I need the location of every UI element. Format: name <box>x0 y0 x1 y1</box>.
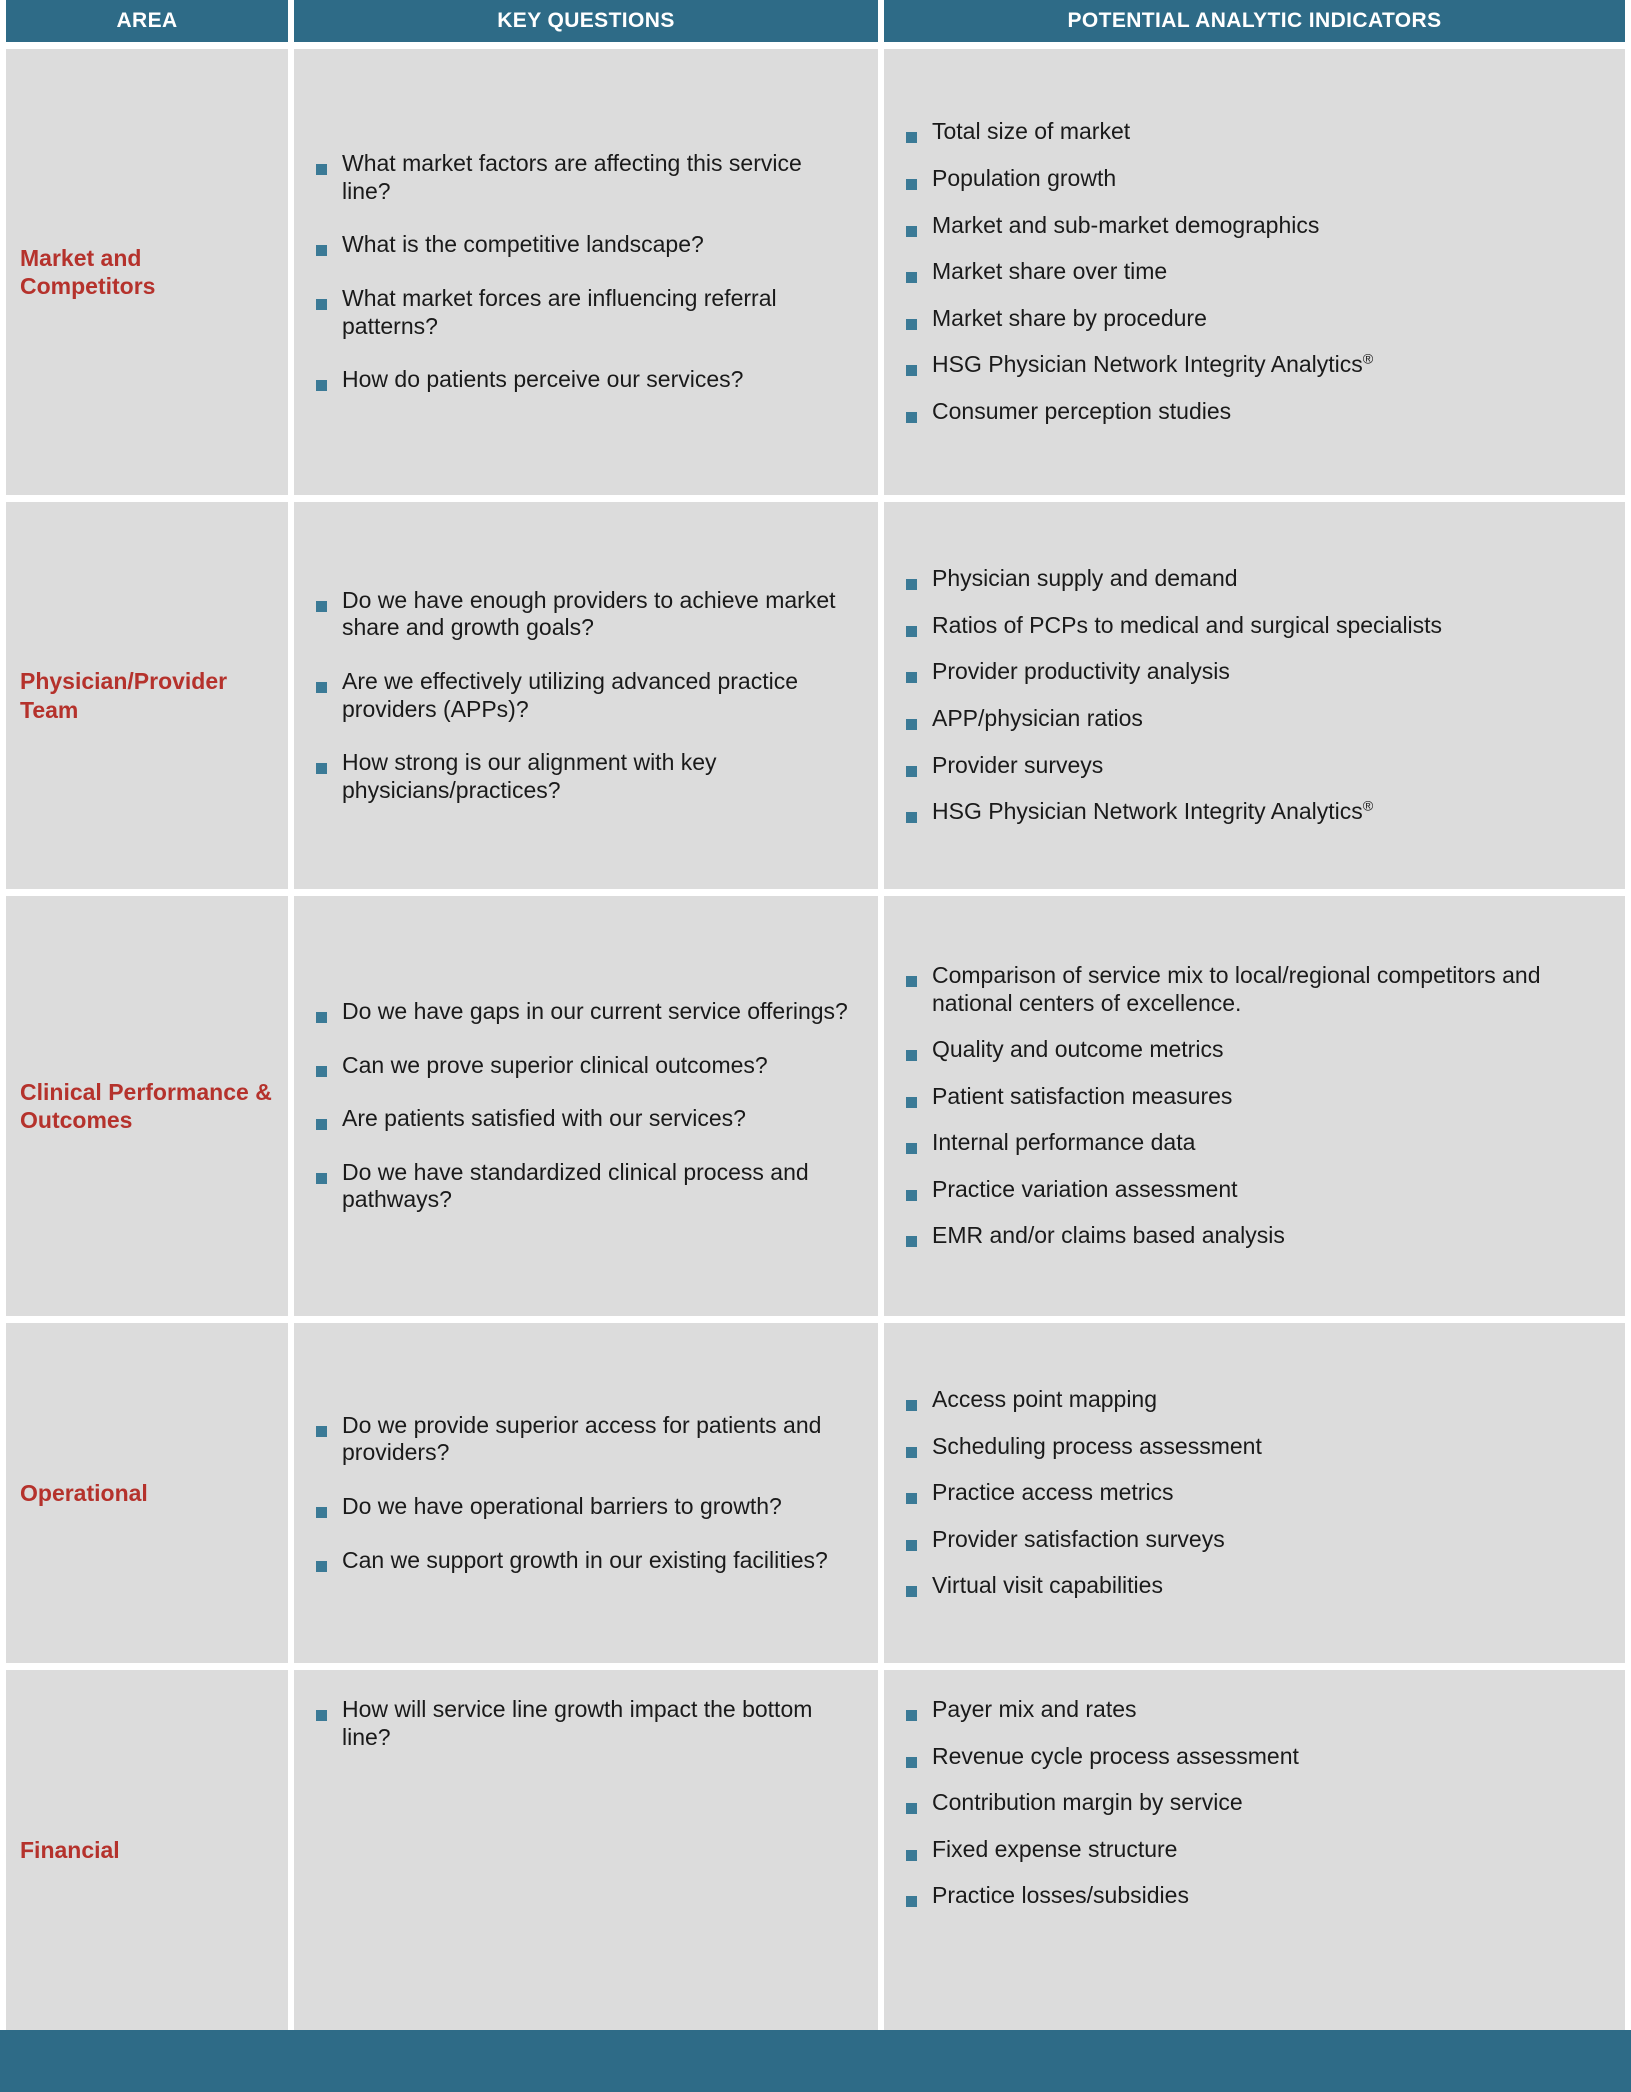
list-item-label: What is the competitive landscape? <box>342 231 704 258</box>
square-bullet-icon <box>316 1426 327 1437</box>
list-item <box>316 1105 856 1133</box>
list-item <box>906 1433 1607 1461</box>
list-item <box>316 285 856 340</box>
square-bullet-icon <box>906 1710 917 1721</box>
square-bullet-icon <box>316 1012 327 1023</box>
square-bullet-icon <box>316 1066 327 1077</box>
square-bullet-icon <box>316 245 327 256</box>
key-questions-cell <box>294 1323 878 1663</box>
list-item-label: HSG Physician Network Integrity Analytics® <box>932 351 1374 378</box>
column-header-area: AREA <box>6 0 288 42</box>
area-label: Market and Competitors <box>20 244 156 299</box>
list-item <box>316 1696 856 1751</box>
list-item-label: Are patients satisfied with our services? <box>342 1105 746 1132</box>
square-bullet-icon <box>906 272 917 283</box>
square-bullet-icon <box>906 766 917 777</box>
square-bullet-icon <box>316 1561 327 1572</box>
list-item <box>316 231 856 259</box>
key-questions-list <box>316 998 856 1214</box>
square-bullet-icon <box>906 226 917 237</box>
square-bullet-icon <box>906 1757 917 1768</box>
square-bullet-icon <box>906 1236 917 1247</box>
indicators-list <box>906 1386 1607 1600</box>
list-item-label: Market share by procedure <box>932 304 1207 331</box>
square-bullet-icon <box>906 812 917 823</box>
list-item-label: Provider productivity analysis <box>932 658 1230 685</box>
table-row <box>6 896 1625 1316</box>
list-item <box>906 1789 1607 1817</box>
list-item <box>906 165 1607 193</box>
footer-accent-bar <box>0 2030 1631 2092</box>
area-label: Physician/Provider Team <box>20 668 228 723</box>
square-bullet-icon <box>906 719 917 730</box>
list-item <box>906 1696 1607 1724</box>
list-item-label: EMR and/or claims based analysis <box>932 1222 1285 1249</box>
list-item-label: Scheduling process assessment <box>932 1432 1262 1459</box>
list-item-label: Total size of market <box>932 118 1131 145</box>
list-item <box>906 1882 1607 1910</box>
square-bullet-icon <box>906 1896 917 1907</box>
list-item <box>906 1129 1607 1157</box>
square-bullet-icon <box>906 1050 917 1061</box>
table-row <box>6 502 1625 889</box>
list-item-label: Practice access metrics <box>932 1479 1174 1506</box>
list-item-label: Access point mapping <box>932 1386 1158 1413</box>
indicators-cell <box>884 49 1625 495</box>
list-item-label: Do we have standardized clinical process and pathways? <box>342 1158 809 1213</box>
indicators-list <box>906 565 1607 826</box>
list-item <box>906 798 1607 826</box>
square-bullet-icon <box>906 1143 917 1154</box>
list-item <box>316 1052 856 1080</box>
list-item-label: Practice losses/subsidies <box>932 1882 1189 1909</box>
square-bullet-icon <box>316 1507 327 1518</box>
area-cell <box>6 49 288 495</box>
square-bullet-icon <box>906 1400 917 1411</box>
list-item <box>906 1526 1607 1554</box>
list-item-label: Quality and outcome metrics <box>932 1036 1224 1063</box>
square-bullet-icon <box>316 1710 327 1721</box>
list-item <box>906 1479 1607 1507</box>
area-label: Operational <box>20 1479 148 1506</box>
list-item-label: Fixed expense structure <box>932 1835 1178 1862</box>
list-item-label: Can we support growth in our existing facilities? <box>342 1546 828 1573</box>
square-bullet-icon <box>906 412 917 423</box>
list-item-label: Market and sub-market demographics <box>932 211 1320 238</box>
list-item <box>906 705 1607 733</box>
list-item-label: Can we prove superior clinical outcomes? <box>342 1051 768 1078</box>
area-label: Clinical Performance & Outcomes <box>20 1078 272 1133</box>
list-item-label: Provider satisfaction surveys <box>932 1525 1225 1552</box>
square-bullet-icon <box>316 164 327 175</box>
indicators-cell <box>884 896 1625 1316</box>
list-item <box>906 398 1607 426</box>
list-item-label: HSG Physician Network Integrity Analytics® <box>932 798 1374 825</box>
column-header-key-questions: KEY QUESTIONS <box>294 0 878 42</box>
list-item-label: Revenue cycle process assessment <box>932 1742 1299 1769</box>
list-item <box>906 612 1607 640</box>
square-bullet-icon <box>906 365 917 376</box>
list-item-label: Population growth <box>932 165 1117 192</box>
list-item-label: Patient satisfaction measures <box>932 1082 1233 1109</box>
square-bullet-icon <box>906 1586 917 1597</box>
list-item-label: Comparison of service mix to local/regional competitors and national centers of excellence. <box>932 961 1541 1016</box>
key-questions-list <box>316 1696 856 1751</box>
square-bullet-icon <box>906 1190 917 1201</box>
list-item <box>316 749 856 804</box>
indicators-cell <box>884 502 1625 889</box>
square-bullet-icon <box>316 380 327 391</box>
list-item-label: APP/physician ratios <box>932 705 1143 731</box>
list-item <box>316 1159 856 1214</box>
list-item <box>906 1836 1607 1864</box>
list-item <box>906 1572 1607 1600</box>
indicators-cell <box>884 1670 1625 2030</box>
square-bullet-icon <box>906 1447 917 1458</box>
list-item-label: Contribution margin by service <box>932 1789 1243 1816</box>
square-bullet-icon <box>906 179 917 190</box>
list-item <box>316 150 856 205</box>
list-item <box>906 1083 1607 1111</box>
key-questions-list <box>316 1412 856 1574</box>
list-item <box>316 1547 856 1575</box>
indicators-list <box>906 118 1607 425</box>
list-item-label: Do we have operational barriers to growth? <box>342 1493 782 1519</box>
square-bullet-icon <box>906 579 917 590</box>
list-item <box>906 258 1607 286</box>
key-questions-cell <box>294 896 878 1316</box>
list-item-label: Market share over time <box>932 258 1168 285</box>
square-bullet-icon <box>316 682 327 693</box>
list-item <box>906 118 1607 146</box>
square-bullet-icon <box>906 132 917 143</box>
area-cell <box>6 502 288 889</box>
square-bullet-icon <box>906 319 917 330</box>
list-item-label: Do we have enough providers to achieve market share and growth goals? <box>342 586 836 641</box>
square-bullet-icon <box>316 763 327 774</box>
square-bullet-icon <box>906 672 917 683</box>
list-item <box>906 752 1607 780</box>
list-item-label: Practice variation assessment <box>932 1175 1238 1202</box>
table-row <box>6 49 1625 495</box>
area-cell <box>6 1670 288 2030</box>
list-item <box>906 305 1607 333</box>
area-label: Financial <box>20 1836 120 1863</box>
list-item <box>906 1222 1607 1250</box>
square-bullet-icon <box>316 1173 327 1184</box>
list-item <box>906 1743 1607 1771</box>
list-item <box>906 1036 1607 1064</box>
list-item-label: How strong is our alignment with key physicians/practices? <box>342 749 717 803</box>
list-item <box>316 1412 856 1467</box>
list-item <box>906 658 1607 686</box>
square-bullet-icon <box>906 626 917 637</box>
list-item <box>906 962 1607 1017</box>
indicators-cell <box>884 1323 1625 1663</box>
key-questions-cell <box>294 49 878 495</box>
column-header-potential-analytic-indicators: POTENTIAL ANALYTIC INDICATORS <box>884 0 1625 42</box>
table-row <box>6 1323 1625 1663</box>
list-item-label: Payer mix and rates <box>932 1696 1137 1722</box>
area-cell <box>6 1323 288 1663</box>
list-item-label: Are we effectively utilizing advanced practice providers (APPs)? <box>342 667 798 722</box>
list-item-label: How will service line growth impact the bottom line? <box>342 1696 813 1750</box>
square-bullet-icon <box>906 1097 917 1108</box>
list-item-label: Do we provide superior access for patients and providers? <box>342 1411 822 1466</box>
key-questions-cell <box>294 1670 878 2030</box>
square-bullet-icon <box>906 1540 917 1551</box>
list-item <box>906 1176 1607 1204</box>
square-bullet-icon <box>906 976 917 987</box>
list-item <box>906 1386 1607 1414</box>
list-item <box>316 587 856 642</box>
table-body <box>0 42 1631 2030</box>
square-bullet-icon <box>906 1803 917 1814</box>
list-item-label: What market forces are influencing referral patterns? <box>342 285 777 339</box>
list-item-label: Consumer perception studies <box>932 397 1232 424</box>
list-item-label: Ratios of PCPs to medical and surgical specialists <box>932 611 1443 638</box>
list-item <box>906 212 1607 240</box>
list-item <box>316 1493 856 1521</box>
square-bullet-icon <box>316 601 327 612</box>
square-bullet-icon <box>316 299 327 310</box>
list-item-label: What market factors are affecting this service line? <box>342 150 802 204</box>
key-questions-list <box>316 587 856 805</box>
list-item <box>906 351 1607 379</box>
list-item <box>316 668 856 723</box>
list-item-label: Physician supply and demand <box>932 565 1238 592</box>
table-row <box>6 1670 1625 2030</box>
list-item-label: Do we have gaps in our current service offerings? <box>342 998 848 1025</box>
list-item-label: How do patients perceive our services? <box>342 366 744 393</box>
indicators-list <box>906 962 1607 1250</box>
list-item <box>316 366 856 394</box>
list-item <box>906 565 1607 593</box>
key-questions-cell <box>294 502 878 889</box>
list-item <box>316 998 856 1026</box>
square-bullet-icon <box>906 1493 917 1504</box>
list-item-label: Virtual visit capabilities <box>932 1572 1163 1599</box>
key-questions-list <box>316 150 856 394</box>
table-header-row <box>0 0 1631 42</box>
list-item-label: Internal performance data <box>932 1129 1196 1156</box>
area-cell <box>6 896 288 1316</box>
square-bullet-icon <box>906 1850 917 1861</box>
square-bullet-icon <box>316 1119 327 1130</box>
list-item-label: Provider surveys <box>932 751 1104 778</box>
indicators-list <box>906 1696 1607 1910</box>
